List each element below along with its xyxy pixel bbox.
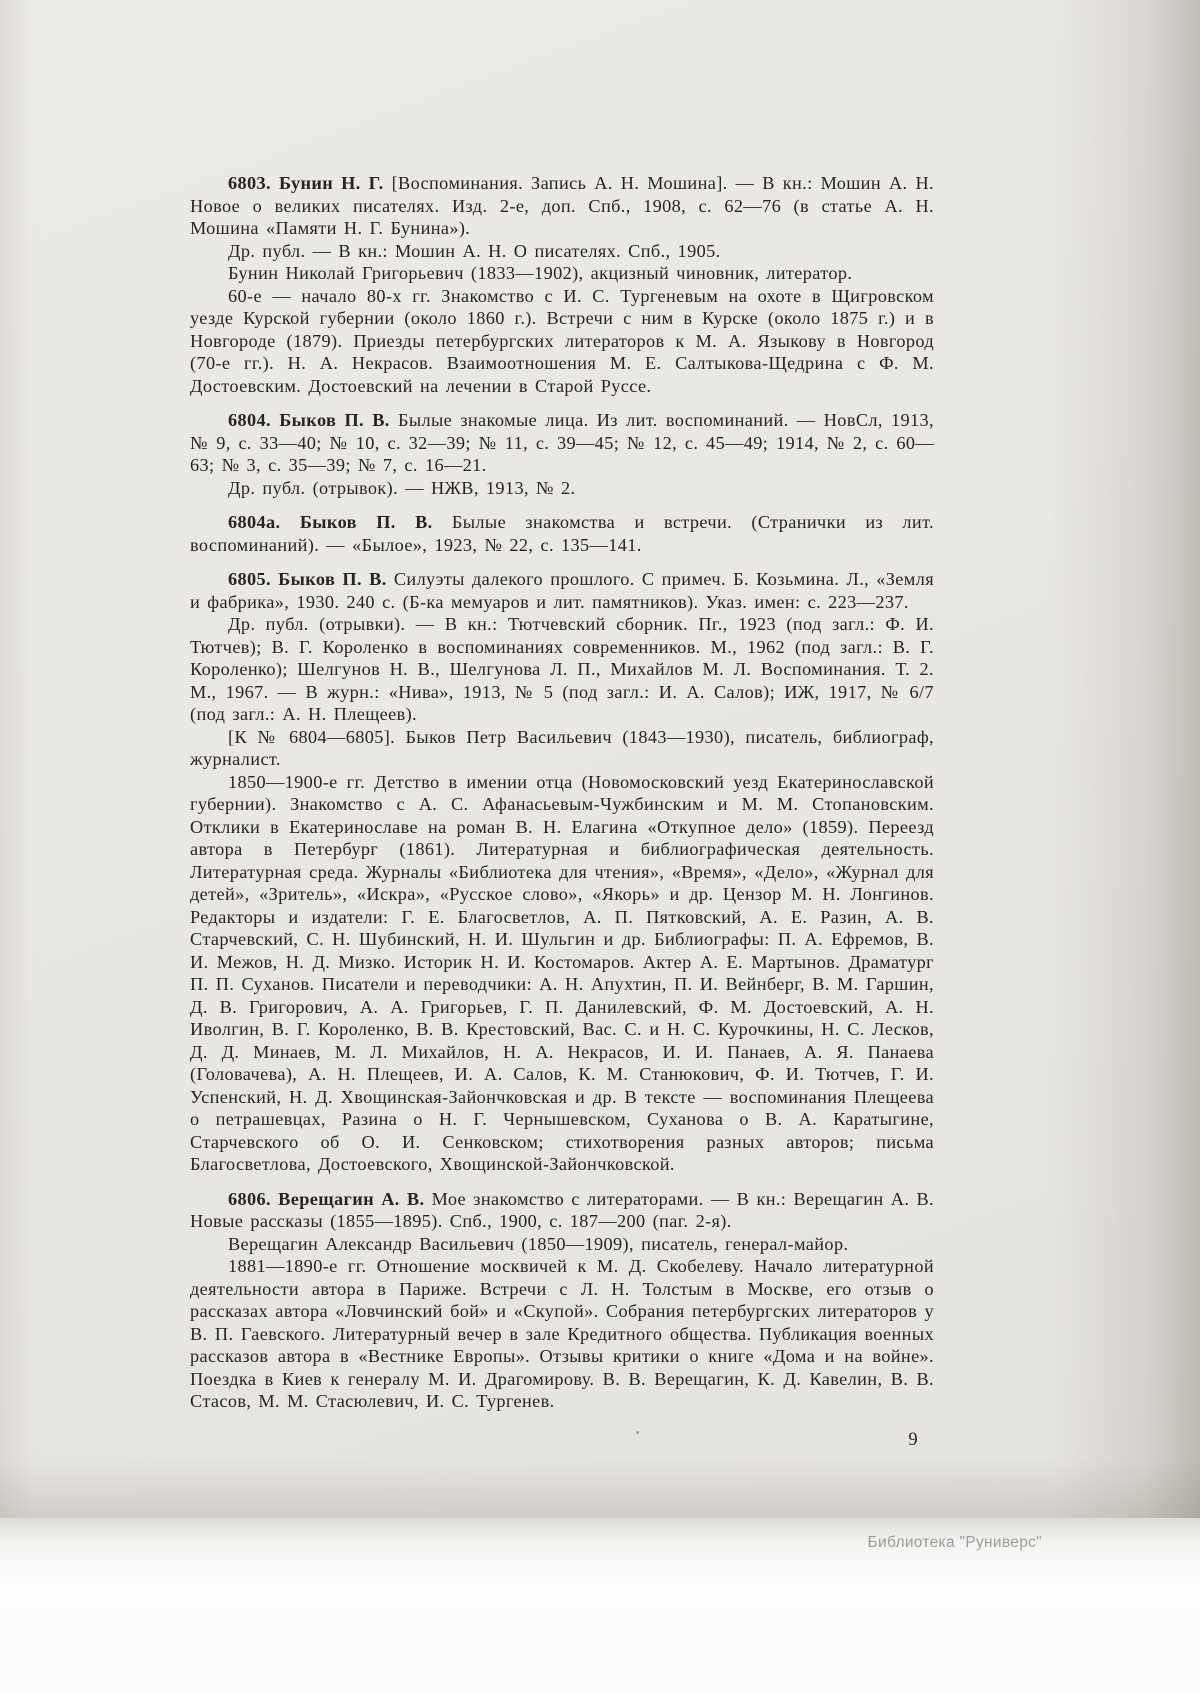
bibliography-entry	[190, 511, 934, 556]
paragraph-text: Силуэты далекого прошлого. С примеч. Б. Козьмина. Л., «Земля и фабрика», 1930. 240 с. (Б-ка мемуаров и лит. памятников). Указ. имен: с. 223—237.	[190, 569, 934, 612]
entry-heading: 6806. Верещагин А. В.	[228, 1188, 432, 1209]
entry-heading: 6805. Быков П. В.	[228, 569, 394, 589]
bibliography-entry	[190, 568, 934, 1176]
document-text	[190, 172, 934, 1451]
paragraph-text: Бунин Николай Григорьевич (1833—1902), акцизный чиновник, литератор.	[228, 263, 853, 283]
scan-artifact-dot	[636, 1431, 639, 1434]
paragraph	[190, 568, 934, 613]
entry-heading: 6804а. Быков П. В.	[228, 512, 452, 532]
paragraph	[190, 726, 934, 771]
paragraph-text: 1881—1890-е гг. Отношение москвичей к М. Д. Скобелеву. Начало литературной деятельности автора в Париже. Встречи с Л. Н. Толстым в Москве, его отзыв о рассказах автора «Ловчинский бой» и «Скупой». Собрания петербургских литераторов у В. П. Гаевского. Литературный вечер в зале Кредитного общества. Публикация военных рассказов автора в «Вестнике Европы». Отзывы критики о книге «Дома и на войне». Поездка в Киев к генералу М. И. Драгомирову. В. В. Верещагин, К. Д. Кавелин, В. В. Стасов, М. М. Стасюлевич, И. С. Тургенев.	[190, 1256, 934, 1411]
paragraph-text: 60-е — начало 80-х гг. Знакомство с И. С. Тургеневым на охоте в Щигровском уезде Курской губернии (около 1860 г.). Встречи с ним в Курске (около 1875 г.) и в Новгороде (1879). Приезды петербургских литераторов к М. А. Языкову в Новгород (70-е гг.). Н. А. Некрасов. Взаимоотношения М. Е. Салтыкова-Щедрина с Ф. М. Достоевским. Достоевский на лечении в Старой Руссе.	[190, 285, 934, 396]
paragraph	[190, 771, 934, 1176]
paragraph	[190, 477, 934, 500]
paragraph-text: Былые знакомые лица. Из лит. воспоминаний. — НовСл, 1913, № 9, с. 33—40; № 10, с. 32—39; № 11, с. 39—45; № 12, с. 45—49; 1914, № 2, с. 60—63; № 3, с. 35—39; № 7, с. 16—21.	[190, 410, 934, 475]
watermark: Библиотека "Руниверс"	[867, 1534, 1042, 1551]
paragraph-text: Мое знакомство с литераторами. — В кн.: Верещагин А. В. Новые рассказы (1855—1895). Спб., 1900, с. 187—200 (паг. 2-я).	[190, 1188, 934, 1231]
paragraph	[190, 613, 934, 726]
paragraph	[190, 285, 934, 398]
paragraph-text: Др. публ. (отрывок). — НЖВ, 1913, № 2.	[228, 477, 576, 498]
paragraph-text: [К № 6804—6805]. Быков Петр Васильевич (1843—1930), писатель, библиограф, журналист.	[190, 726, 934, 769]
bibliography-entries	[190, 172, 934, 1413]
entry-heading: 6804. Быков П. В.	[228, 410, 398, 430]
bibliography-entry	[190, 409, 934, 499]
paragraph	[190, 1188, 934, 1233]
paragraph	[190, 240, 934, 263]
bibliography-entry	[190, 172, 934, 397]
paragraph-text: 1850—1900-е гг. Детство в имении отца (Новомосковский уезд Екатеринославской губернии). Знакомство с А. С. Афанасьевым-Чужбинским и М. М. Стопановским. Отклики в Екатеринославе на роман В. Н. Елагина «Откупное дело» (1859). Переезд автора в Петербург (1861). Литературная и библиографическая деятельность. Литературная среда. Журналы «Библиотека для чтения», «Время», «Дело», «Журнал для детей», «Зритель», «Искра», «Русское слово», «Якорь» и др. Цензор М. Н. Лонгинов. Редакторы и издатели: Г. Е. Благосветлов, А. П. Пятковский, А. Е. Разин, А. В. Старчевский, С. Н. Шубинский, Н. И. Шульгин и др. Библиографы: П. А. Ефремов, В. И. Межов, Н. Д. Мизко. Историк Н. И. Костомаров. Актер А. Е. Мартынов. Драматург П. П. Суханов. Писатели и переводчики: А. Н. Апухтин, П. И. Вейнберг, В. М. Гаршин, Д. В. Григорович, А. А. Григорьев, Г. П. Данилевский, Ф. М. Достоевский, А. Н. Иволгин, В. Г. Короленко, В. В. Крестовский, Вас. С. и Н. С. Курочкины, Н. С. Лесков, Д. Д. Минаев, М. Л. Михайлов, Н. А. Некрасов, И. И. Панаев, А. Я. Панаева (Головачева), А. Н. Плещеев, И. А. Салов, К. М. Станюкович, Ф. И. Тютчев, Г. И. Успенский, Н. Д. Хвощинская-Зайончковская и др. В тексте — воспоминания Плещеева о петрашевцах, Разина о Н. Г. Чернышевском, Суханова о В. А. Каратыгине, Старчевского об О. И. Сенковском; стихотворения разных авторов; письма Благосветлова, Достоевского, Хвощинской-Зайончковской.	[190, 771, 934, 1174]
bibliography-entry	[190, 1188, 934, 1413]
paragraph	[190, 1255, 934, 1413]
paragraph-text: Верещагин Александр Васильевич (1850—1909), писатель, генерал-майор.	[228, 1233, 849, 1254]
paragraph-text: Былые знакомства и встречи. (Странички из лит. воспоминаний). — «Былое», 1923, № 22, с. 135—141.	[190, 512, 934, 555]
paragraph	[190, 262, 934, 285]
paragraph	[190, 511, 934, 556]
paragraph-text: [Воспоминания. Запись А. Н. Мошина]. — В кн.: Мошин А. Н. Новое о великих писателях. Изд. 2-е, доп. Спб., 1908, с. 62—76 (в статье А. Н. Мошина «Памяти Н. Г. Бунина»).	[190, 173, 934, 238]
paragraph-text: Др. публ. — В кн.: Мошин А. Н. О писателях. Спб., 1905.	[228, 240, 721, 261]
paragraph	[190, 172, 934, 240]
paragraph	[190, 1233, 934, 1256]
entry-heading: 6803. Бунин Н. Г.	[228, 173, 392, 193]
paragraph-text: Др. публ. (отрывки). — В кн.: Тютчевский сборник. Пг., 1923 (под загл.: Ф. И. Тютчев); В. Г. Короленко в воспоминаниях современников. М., 1962 (под загл.: В. Г. Короленко); Шелгунов Н. В., Шелгунова Л. П., Михайлов М. Л. Воспоминания. Т. 2. М., 1967. — В журн.: «Нива», 1913, № 5 (под загл.: И. А. Салов); ИЖ, 1917, № 6/7 (под загл.: А. Н. Плещеев).	[190, 614, 934, 724]
page-number: 9	[908, 1429, 918, 1450]
paragraph	[190, 409, 934, 477]
